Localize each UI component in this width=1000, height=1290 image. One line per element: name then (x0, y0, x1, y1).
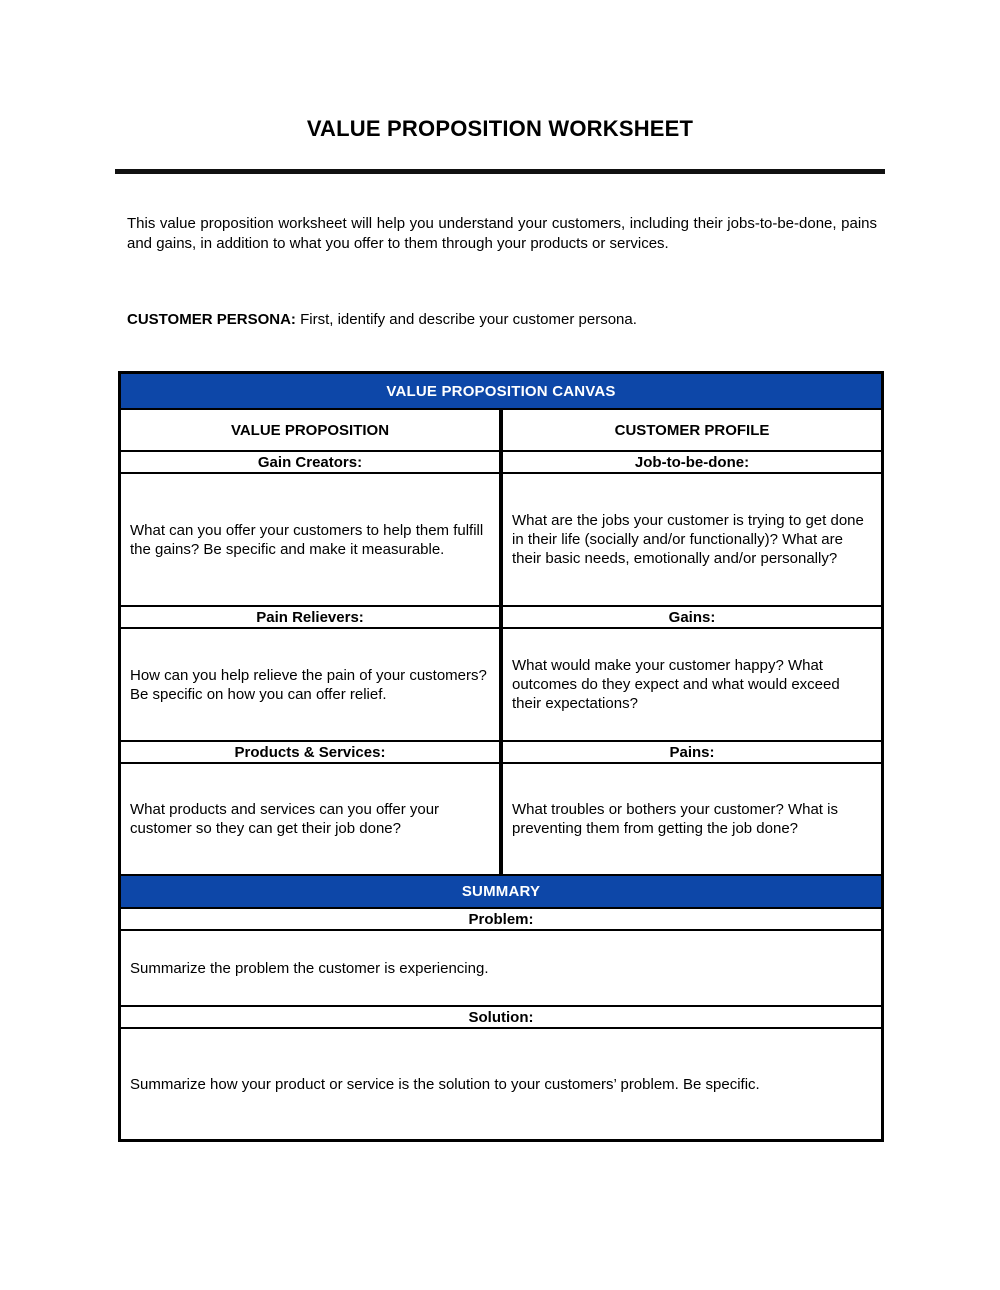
hint-pains: What troubles or bothers your customer? What is preventing them from getting the job done? (512, 801, 838, 837)
hint-pain-relievers: How can you help relieve the pain of your customers? Be specific on how you can offer relief. (130, 666, 487, 703)
customer-persona-line (127, 310, 877, 330)
title-divider-rule (115, 169, 885, 174)
field-pain-relievers[interactable] (121, 629, 501, 740)
summary-header-band: SUMMARY (121, 876, 881, 907)
page-title: VALUE PROPOSITION WORKSHEET (306, 116, 694, 141)
hint-problem: Summarize the problem the customer is experiencing. (130, 959, 489, 977)
label-pains: Pains: (501, 742, 881, 762)
field-job-to-be-done[interactable] (501, 474, 881, 605)
hint-solution: Summarize how your product or service is the solution to your customers’ problem. Be specific. (130, 1075, 760, 1093)
value-proposition-canvas-table (118, 371, 884, 1142)
label-products-services: Products & Services: (121, 742, 501, 762)
field-products-services[interactable] (121, 764, 501, 874)
field-pains[interactable] (501, 764, 881, 874)
label-solution: Solution: (468, 1008, 534, 1026)
field-solution[interactable] (121, 1029, 881, 1139)
customer-persona-text: First, identify and describe your customer persona. (295, 311, 637, 328)
hint-gains: What would make your customer happy? What outcomes do they expect and what would exceed their expectations? (512, 657, 840, 712)
hint-job-to-be-done: What are the jobs your customer is trying to get done in their life (socially and/or functionally)? What are their basic needs, emotionally and/or personally? (512, 512, 864, 567)
canvas-header-band: VALUE PROPOSITION CANVAS (121, 374, 881, 408)
customer-persona-label: CUSTOMER PERSONA: (127, 311, 296, 328)
label-problem: Problem: (468, 910, 534, 928)
hint-gain-creators: What can you offer your customers to help them fulfill the gains? Be specific and make it measurable. (130, 521, 484, 558)
field-gains[interactable] (501, 629, 881, 740)
intro-paragraph: This value proposition worksheet will help you understand your customers, including their jobs-to-be-done, pains and gains, in addition to what you offer to them through your products or services. (127, 215, 877, 252)
field-problem[interactable] (121, 931, 881, 1005)
label-gain-creators: Gain Creators: (121, 452, 501, 472)
column-title-customer-profile: CUSTOMER PROFILE (501, 410, 881, 450)
column-title-value-proposition: VALUE PROPOSITION (121, 410, 501, 450)
label-job-to-be-done: Job-to-be-done: (501, 452, 881, 472)
hint-products-services: What products and services can you offer your customer so they can get their job done? (130, 801, 440, 837)
label-pain-relievers: Pain Relievers: (121, 607, 501, 627)
label-gains: Gains: (501, 607, 881, 627)
field-gain-creators[interactable] (121, 474, 501, 605)
